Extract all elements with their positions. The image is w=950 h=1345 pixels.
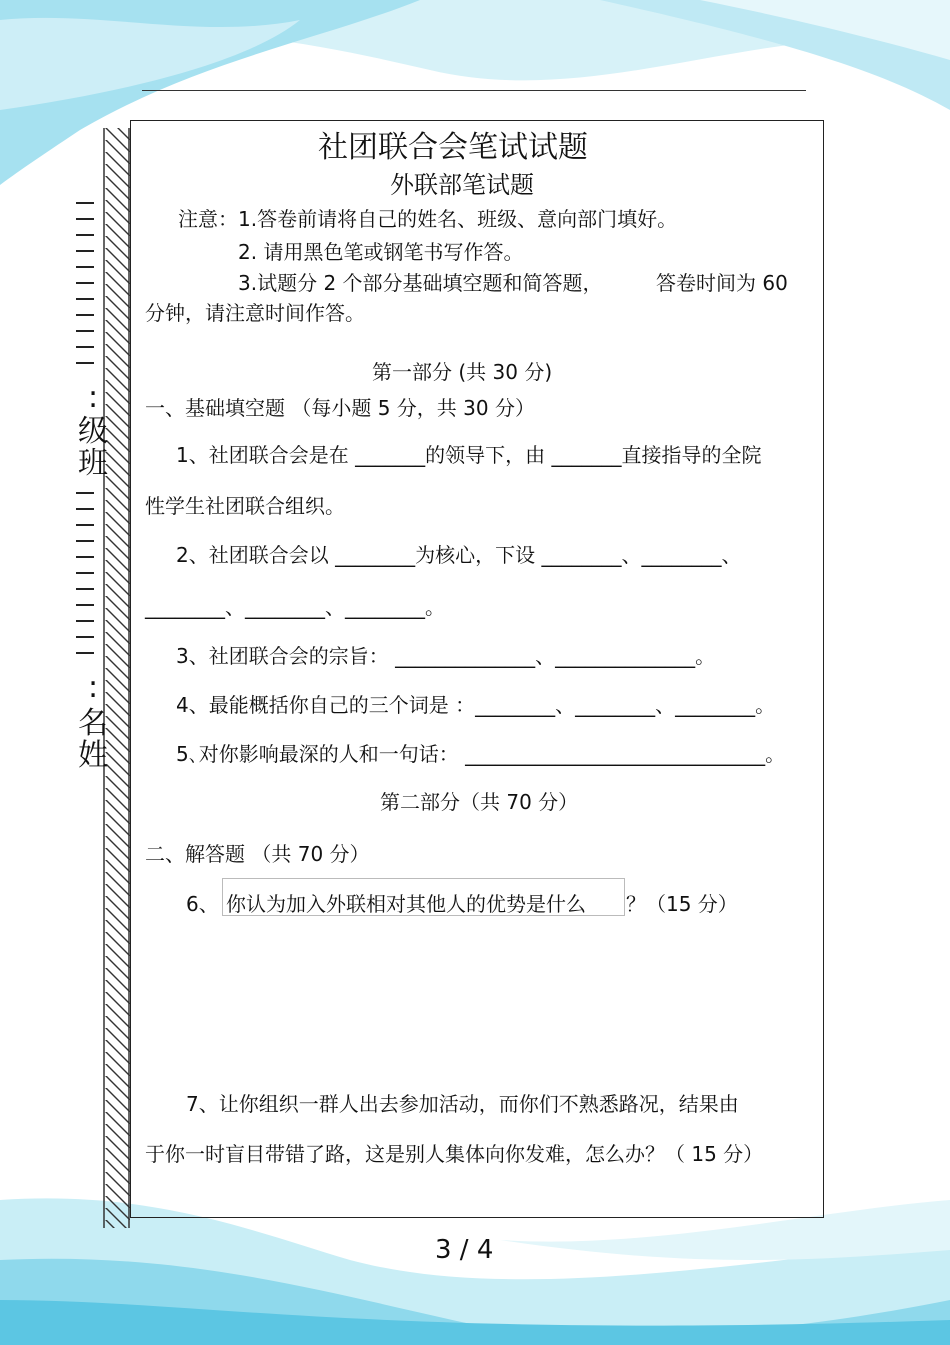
part1-section: 一、基础填空题 （每小题 5 分，共 30 分） bbox=[145, 396, 535, 420]
question-6-text: 你认为加入外联相对其他人的优势是什么 bbox=[226, 892, 586, 916]
name-label: 名姓 bbox=[78, 706, 108, 773]
part2-section: 二、解答题 （共 70 分） bbox=[145, 842, 370, 866]
question-7a: 7、让你组织一群人出去参加活动，而你们不熟悉路况，结果由 bbox=[186, 1092, 739, 1116]
class-colon: : bbox=[87, 380, 99, 415]
part1-heading: 第一部分 (共 30 分) bbox=[372, 360, 553, 384]
question-2a: 2、社团联合会以 ________为核心，下设 ________、________、 bbox=[176, 543, 742, 567]
note-line-1: 注意：1.答卷前请将自己的姓名、班级、意向部门填好。 bbox=[178, 207, 678, 231]
question-1a: 1、社团联合会是在 _______的领导下，由 _______直接指导的全院 bbox=[176, 443, 762, 467]
question-4: 4、最能概括你自己的三个词是 ：________、________、________。 bbox=[176, 693, 776, 717]
note-line-4: 分钟，请注意时间作答。 bbox=[145, 301, 365, 325]
page-subtitle: 外联部笔试题 bbox=[390, 171, 534, 199]
question-6-number: 6、 bbox=[186, 892, 219, 916]
question-6-score: ？（15 分） bbox=[626, 892, 738, 916]
question-5: 5､对你影响最深的人和一句话： ______________________________。 bbox=[176, 742, 786, 766]
class-label: 级班 bbox=[78, 414, 108, 481]
page-number: 3 / 4 bbox=[435, 1235, 494, 1265]
note-line-2: 2. 请用黑色笔或钢笔书写作答。 bbox=[238, 240, 524, 264]
note-line-3a: 3.试题分 2 个部分基础填空题和简答题， bbox=[238, 271, 603, 295]
question-2b: ________、________、________。 bbox=[145, 595, 445, 619]
question-1b: 性学生社团联合组织。 bbox=[145, 494, 345, 518]
part2-heading: 第二部分（共 70 分） bbox=[380, 790, 579, 814]
question-3: 3、社团联合会的宗旨： ______________、______________。 bbox=[176, 644, 716, 668]
name-colon: : bbox=[87, 670, 99, 705]
name-fill-line bbox=[76, 492, 96, 668]
class-fill-line bbox=[76, 202, 96, 378]
note-line-3b: 答卷时间为 60 bbox=[656, 271, 788, 295]
question-7b: 于你一时盲目带错了路，这是别人集体向你发难，怎么办？（ 15 分） bbox=[145, 1142, 764, 1166]
header-rule bbox=[142, 90, 806, 91]
page-title: 社团联合会笔试试题 bbox=[318, 130, 588, 165]
